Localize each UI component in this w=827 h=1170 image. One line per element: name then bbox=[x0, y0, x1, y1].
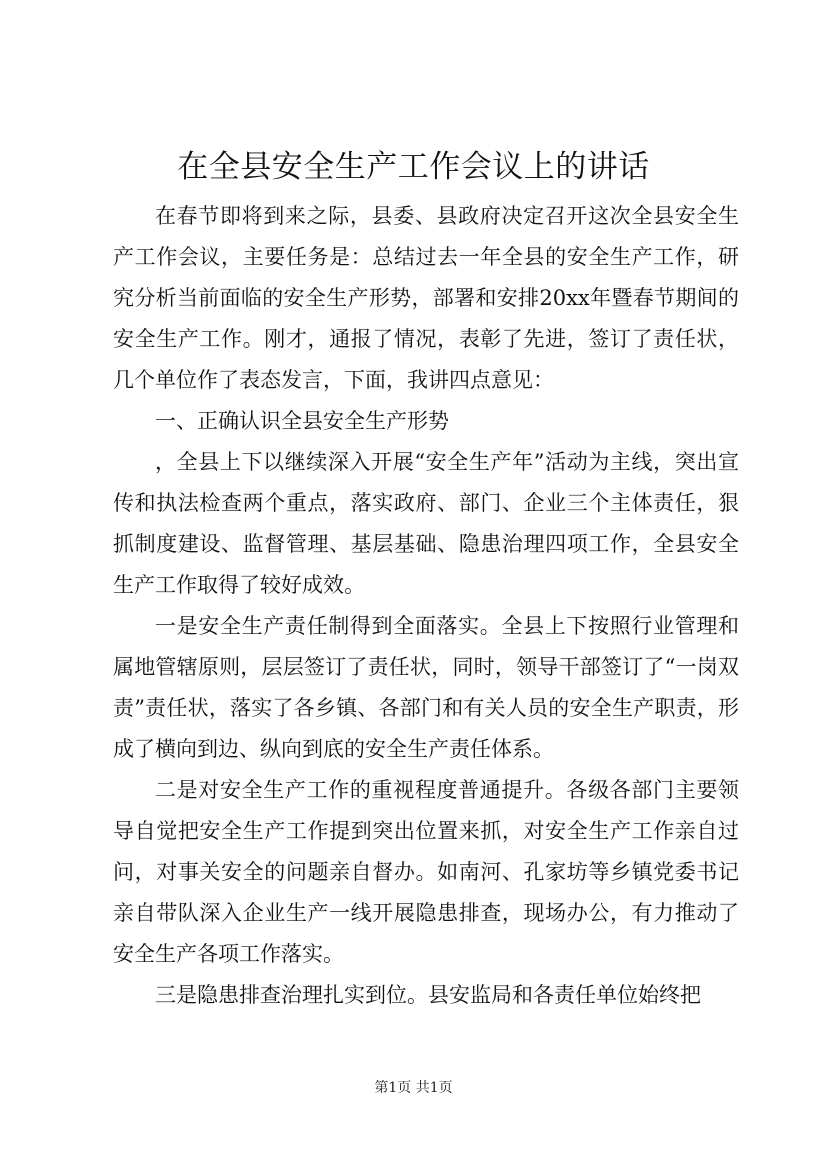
document-body bbox=[113, 196, 739, 1016]
paragraph-intro: 在春节即将到来之际，县委、县政府决定召开这次全县安全生产工作会议，主要任务是：总结过去一年全县的安全生产工作，研究分析当前面临的安全生产形势，部署和安排20xx年暨春节期间的安全生产工作。刚才，通报了情况，表彰了先进，签订了责任状，几个单位作了表态发言，下面，我讲四点意见： bbox=[113, 204, 739, 392]
page-title: 在全县安全生产工作会议上的讲话 bbox=[177, 149, 650, 185]
page-footer: 第1页 共1页 bbox=[374, 1080, 453, 1096]
paragraph-point-3: 三是隐患排查治理扎实到位。县安监局和各责任单位始终把 bbox=[155, 983, 701, 1007]
paragraph-overview: ，全县上下以继续深入开展“安全生产年”活动为主线，突出宣传和执法检查两个重点，落实政府、部门、企业三个主体责任，狠抓制度建设、监督管理、基层基础、隐患治理四项工作，全县安全生产工作取得了较好成效。 bbox=[113, 450, 739, 597]
section-heading-1: 一、正确认识全县安全生产形势 bbox=[155, 409, 449, 433]
paragraph-point-1: 一是安全生产责任制得到全面落实。全县上下按照行业管理和属地管辖原则，层层签订了责任状，同时，领导干部签订了“一岗双责”责任状，落实了各乡镇、各部门和有关人员的安全生产职责，形成了横向到边、纵向到底的安全生产责任体系。 bbox=[113, 614, 739, 761]
paragraph-point-2: 二是对安全生产工作的重视程度普通提升。各级各部门主要领导自觉把安全生产工作提到突出位置来抓，对安全生产工作亲自过问，对事关安全的问题亲自督办。如南河、孔家坊等乡镇党委书记亲自带队深入企业生产一线开展隐患排查，现场办公，有力推动了安全生产各项工作落实。 bbox=[113, 778, 739, 966]
